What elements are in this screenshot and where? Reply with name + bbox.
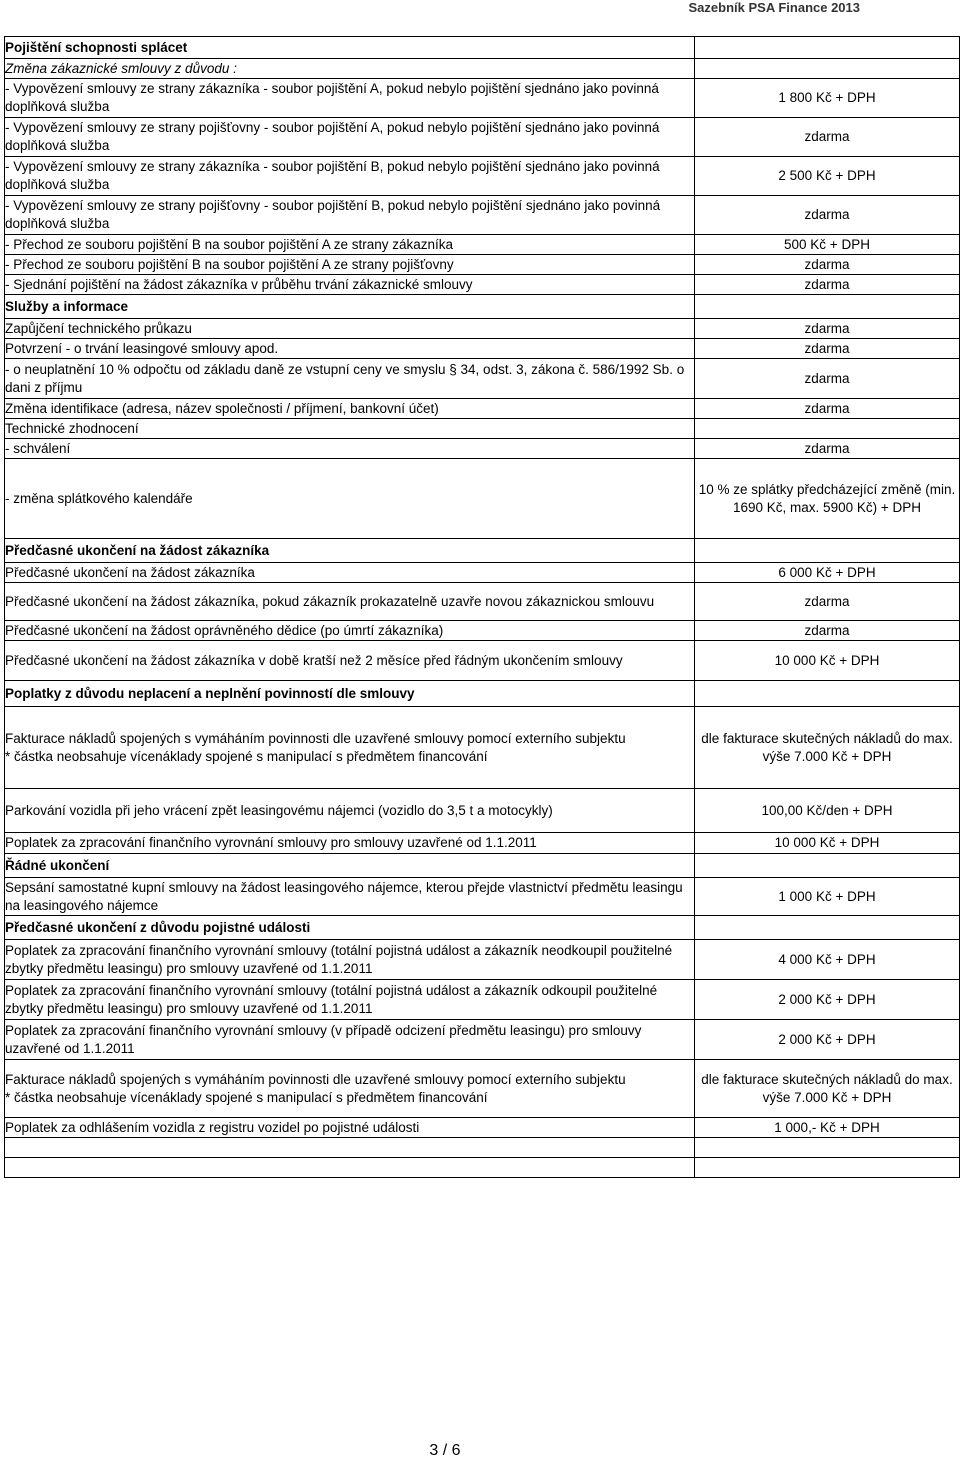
fee-price: 1 000,- Kč + DPH <box>695 1118 960 1138</box>
fee-description <box>5 1158 695 1178</box>
fee-description: - o neuplatnění 10 % odpočtu od základu daně ze vstupní ceny ve smyslu § 34, odst. 3, zákona č. 586/1992 Sb. o dani z příjmu <box>5 359 695 399</box>
fee-description: Parkování vozidla při jeho vrácení zpět leasingovému nájemci (vozidlo do 3,5 t a motocykly) <box>5 789 695 833</box>
fee-description: - změna splátkového kalendáře <box>5 459 695 539</box>
section-heading-row <box>5 295 960 319</box>
fee-price: 10 % ze splátky předcházející změně (min. 1690 Kč, max. 5900 Kč) + DPH <box>695 459 960 539</box>
fee-description: - Vypovězení smlouvy ze strany zákazníka - soubor pojištění A, pokud nebylo pojištění sjednáno jako povinná doplňková služba <box>5 79 695 118</box>
fee-row <box>5 833 960 854</box>
fee-description: Předčasné ukončení na žádost zákazníka v době kratší než 2 měsíce před řádným ukončením smlouvy <box>5 641 695 681</box>
fee-price <box>695 37 960 59</box>
fee-description: Potvrzení - o trvání leasingové smlouvy apod. <box>5 339 695 359</box>
fee-row <box>5 707 960 789</box>
fee-price: 6 000 Kč + DPH <box>695 563 960 583</box>
fee-row <box>5 1060 960 1118</box>
section-title: Pojištění schopnosti splácet <box>5 37 695 59</box>
fee-row <box>5 399 960 419</box>
fee-description: Předčasné ukončení na žádost zákazníka <box>5 563 695 583</box>
fee-row <box>5 1020 960 1060</box>
fee-price: zdarma <box>695 621 960 641</box>
section-title: Předčasné ukončení na žádost zákazníka <box>5 539 695 563</box>
fee-description: - Sjednání pojištění na žádost zákazníka v průběhu trvání zákaznické smlouvy <box>5 275 695 295</box>
fee-description: Sepsání samostatné kupní smlouvy na žádost leasingového nájemce, kterou přejde vlastnictví předmětu leasingu na leasingového nájemce <box>5 878 695 916</box>
section-heading-row <box>5 916 960 940</box>
fee-description: - Přechod ze souboru pojištění B na soubor pojištění A ze strany zákazníka <box>5 235 695 255</box>
fee-description: Změna zákaznické smlouvy z důvodu : <box>5 59 695 79</box>
fee-price: 2 000 Kč + DPH <box>695 980 960 1020</box>
document-header-title: Sazebník PSA Finance 2013 <box>688 0 860 15</box>
section-heading-row <box>5 681 960 707</box>
fee-price: zdarma <box>695 255 960 275</box>
fee-row <box>5 940 960 980</box>
fee-row <box>5 621 960 641</box>
fee-row <box>5 157 960 196</box>
fee-price: zdarma <box>695 439 960 459</box>
fee-description: Poplatek za zpracování finančního vyrovnání smlouvy (v případě odcizení předmětu leasingu) pro smlouvy uzavřené od 1.1.2011 <box>5 1020 695 1060</box>
fee-price: 2 000 Kč + DPH <box>695 1020 960 1060</box>
fee-description: Změna identifikace (adresa, název společnosti / příjmení, bankovní účet) <box>5 399 695 419</box>
fee-description: - Přechod ze souboru pojištění B na soubor pojištění A ze strany pojišťovny <box>5 255 695 275</box>
fee-row <box>5 275 960 295</box>
fee-description: Fakturace nákladů spojených s vymáháním povinnosti dle uzavřené smlouvy pomocí externího subjektu * částka neobsahuje vícenáklady spojené s manipulací s předmětem financování <box>5 707 695 789</box>
fee-description: Poplatek za zpracování finančního vyrovnání smlouvy (totální pojistná událost a zákazník odkoupil použitelné zbytky předmětu leasingu) pro smlouvy uzavřené od 1.1.2011 <box>5 980 695 1020</box>
fee-row <box>5 459 960 539</box>
fee-row <box>5 196 960 235</box>
fee-price <box>695 1138 960 1158</box>
fee-price: zdarma <box>695 319 960 339</box>
fee-row <box>5 789 960 833</box>
fee-price: 1 800 Kč + DPH <box>695 79 960 118</box>
fee-description: - Vypovězení smlouvy ze strany zákazníka - soubor pojištění B, pokud nebylo pojištění sjednáno jako povinná doplňková služba <box>5 157 695 196</box>
fee-price: zdarma <box>695 196 960 235</box>
fee-price: 4 000 Kč + DPH <box>695 940 960 980</box>
fee-price <box>695 539 960 563</box>
fee-row <box>5 583 960 621</box>
fee-price: 10 000 Kč + DPH <box>695 641 960 681</box>
fee-row <box>5 339 960 359</box>
fee-price: 1 000 Kč + DPH <box>695 878 960 916</box>
fee-price: zdarma <box>695 339 960 359</box>
section-title: Řádné ukončení <box>5 854 695 878</box>
section-title: Služby a informace <box>5 295 695 319</box>
fee-description: Technické zhodnocení <box>5 419 695 439</box>
fee-row <box>5 419 960 439</box>
fee-price <box>695 419 960 439</box>
fee-schedule <box>4 36 959 1178</box>
fee-price: zdarma <box>695 359 960 399</box>
fee-price: 100,00 Kč/den + DPH <box>695 789 960 833</box>
fee-description: Poplatek za zpracování finančního vyrovnání smlouvy (totální pojistná událost a zákazník neodkoupil použitelné zbytky předmětu leasingu) pro smlouvy uzavřené od 1.1.2011 <box>5 940 695 980</box>
fee-price: 10 000 Kč + DPH <box>695 833 960 854</box>
section-title: Poplatky z důvodu neplacení a neplnění povinností dle smlouvy <box>5 681 695 707</box>
section-heading-row <box>5 37 960 59</box>
fee-row <box>5 980 960 1020</box>
section-heading-row <box>5 854 960 878</box>
fee-price <box>695 854 960 878</box>
fee-description: Zapůjčení technického průkazu <box>5 319 695 339</box>
fee-row <box>5 59 960 79</box>
fee-price: dle fakturace skutečných nákladů do max. výše 7.000 Kč + DPH <box>695 1060 960 1118</box>
fee-table <box>4 36 960 1178</box>
fee-price: zdarma <box>695 118 960 157</box>
fee-description <box>5 1138 695 1158</box>
fee-description: Předčasné ukončení na žádost oprávněného dědice (po úmrtí zákazníka) <box>5 621 695 641</box>
fee-description: - Vypovězení smlouvy ze strany pojišťovny - soubor pojištění B, pokud nebylo pojištění sjednáno jako povinná doplňková služba <box>5 196 695 235</box>
fee-row <box>5 1158 960 1178</box>
fee-price <box>695 295 960 319</box>
fee-price: 2 500 Kč + DPH <box>695 157 960 196</box>
fee-row <box>5 118 960 157</box>
fee-row <box>5 1138 960 1158</box>
fee-description: - schválení <box>5 439 695 459</box>
fee-row <box>5 319 960 339</box>
fee-price <box>695 1158 960 1178</box>
fee-row <box>5 641 960 681</box>
fee-description: Předčasné ukončení na žádost zákazníka, pokud zákazník prokazatelně uzavře novou zákaznickou smlouvu <box>5 583 695 621</box>
section-heading-row <box>5 539 960 563</box>
fee-row <box>5 79 960 118</box>
fee-row <box>5 439 960 459</box>
fee-row <box>5 255 960 275</box>
section-title: Předčasné ukončení z důvodu pojistné události <box>5 916 695 940</box>
fee-price <box>695 59 960 79</box>
fee-price: dle fakturace skutečných nákladů do max. výše 7.000 Kč + DPH <box>695 707 960 789</box>
fee-price <box>695 681 960 707</box>
fee-row <box>5 359 960 399</box>
page-number: 3 / 6 <box>429 1442 461 1459</box>
fee-row <box>5 1118 960 1138</box>
fee-row <box>5 235 960 255</box>
fee-description: - Vypovězení smlouvy ze strany pojišťovny - soubor pojištění A, pokud nebylo pojištění sjednáno jako povinná doplňková služba <box>5 118 695 157</box>
fee-description: Fakturace nákladů spojených s vymáháním povinnosti dle uzavřené smlouvy pomocí externího subjektu * částka neobsahuje vícenáklady spojené s manipulací s předmětem financování <box>5 1060 695 1118</box>
fee-price: zdarma <box>695 399 960 419</box>
fee-price: 500 Kč + DPH <box>695 235 960 255</box>
fee-row <box>5 563 960 583</box>
fee-description: Poplatek za zpracování finančního vyrovnání smlouvy pro smlouvy uzavřené od 1.1.2011 <box>5 833 695 854</box>
fee-price: zdarma <box>695 583 960 621</box>
fee-description: Poplatek za odhlášením vozidla z registru vozidel po pojistné události <box>5 1118 695 1138</box>
fee-row <box>5 878 960 916</box>
fee-price <box>695 916 960 940</box>
fee-price: zdarma <box>695 275 960 295</box>
